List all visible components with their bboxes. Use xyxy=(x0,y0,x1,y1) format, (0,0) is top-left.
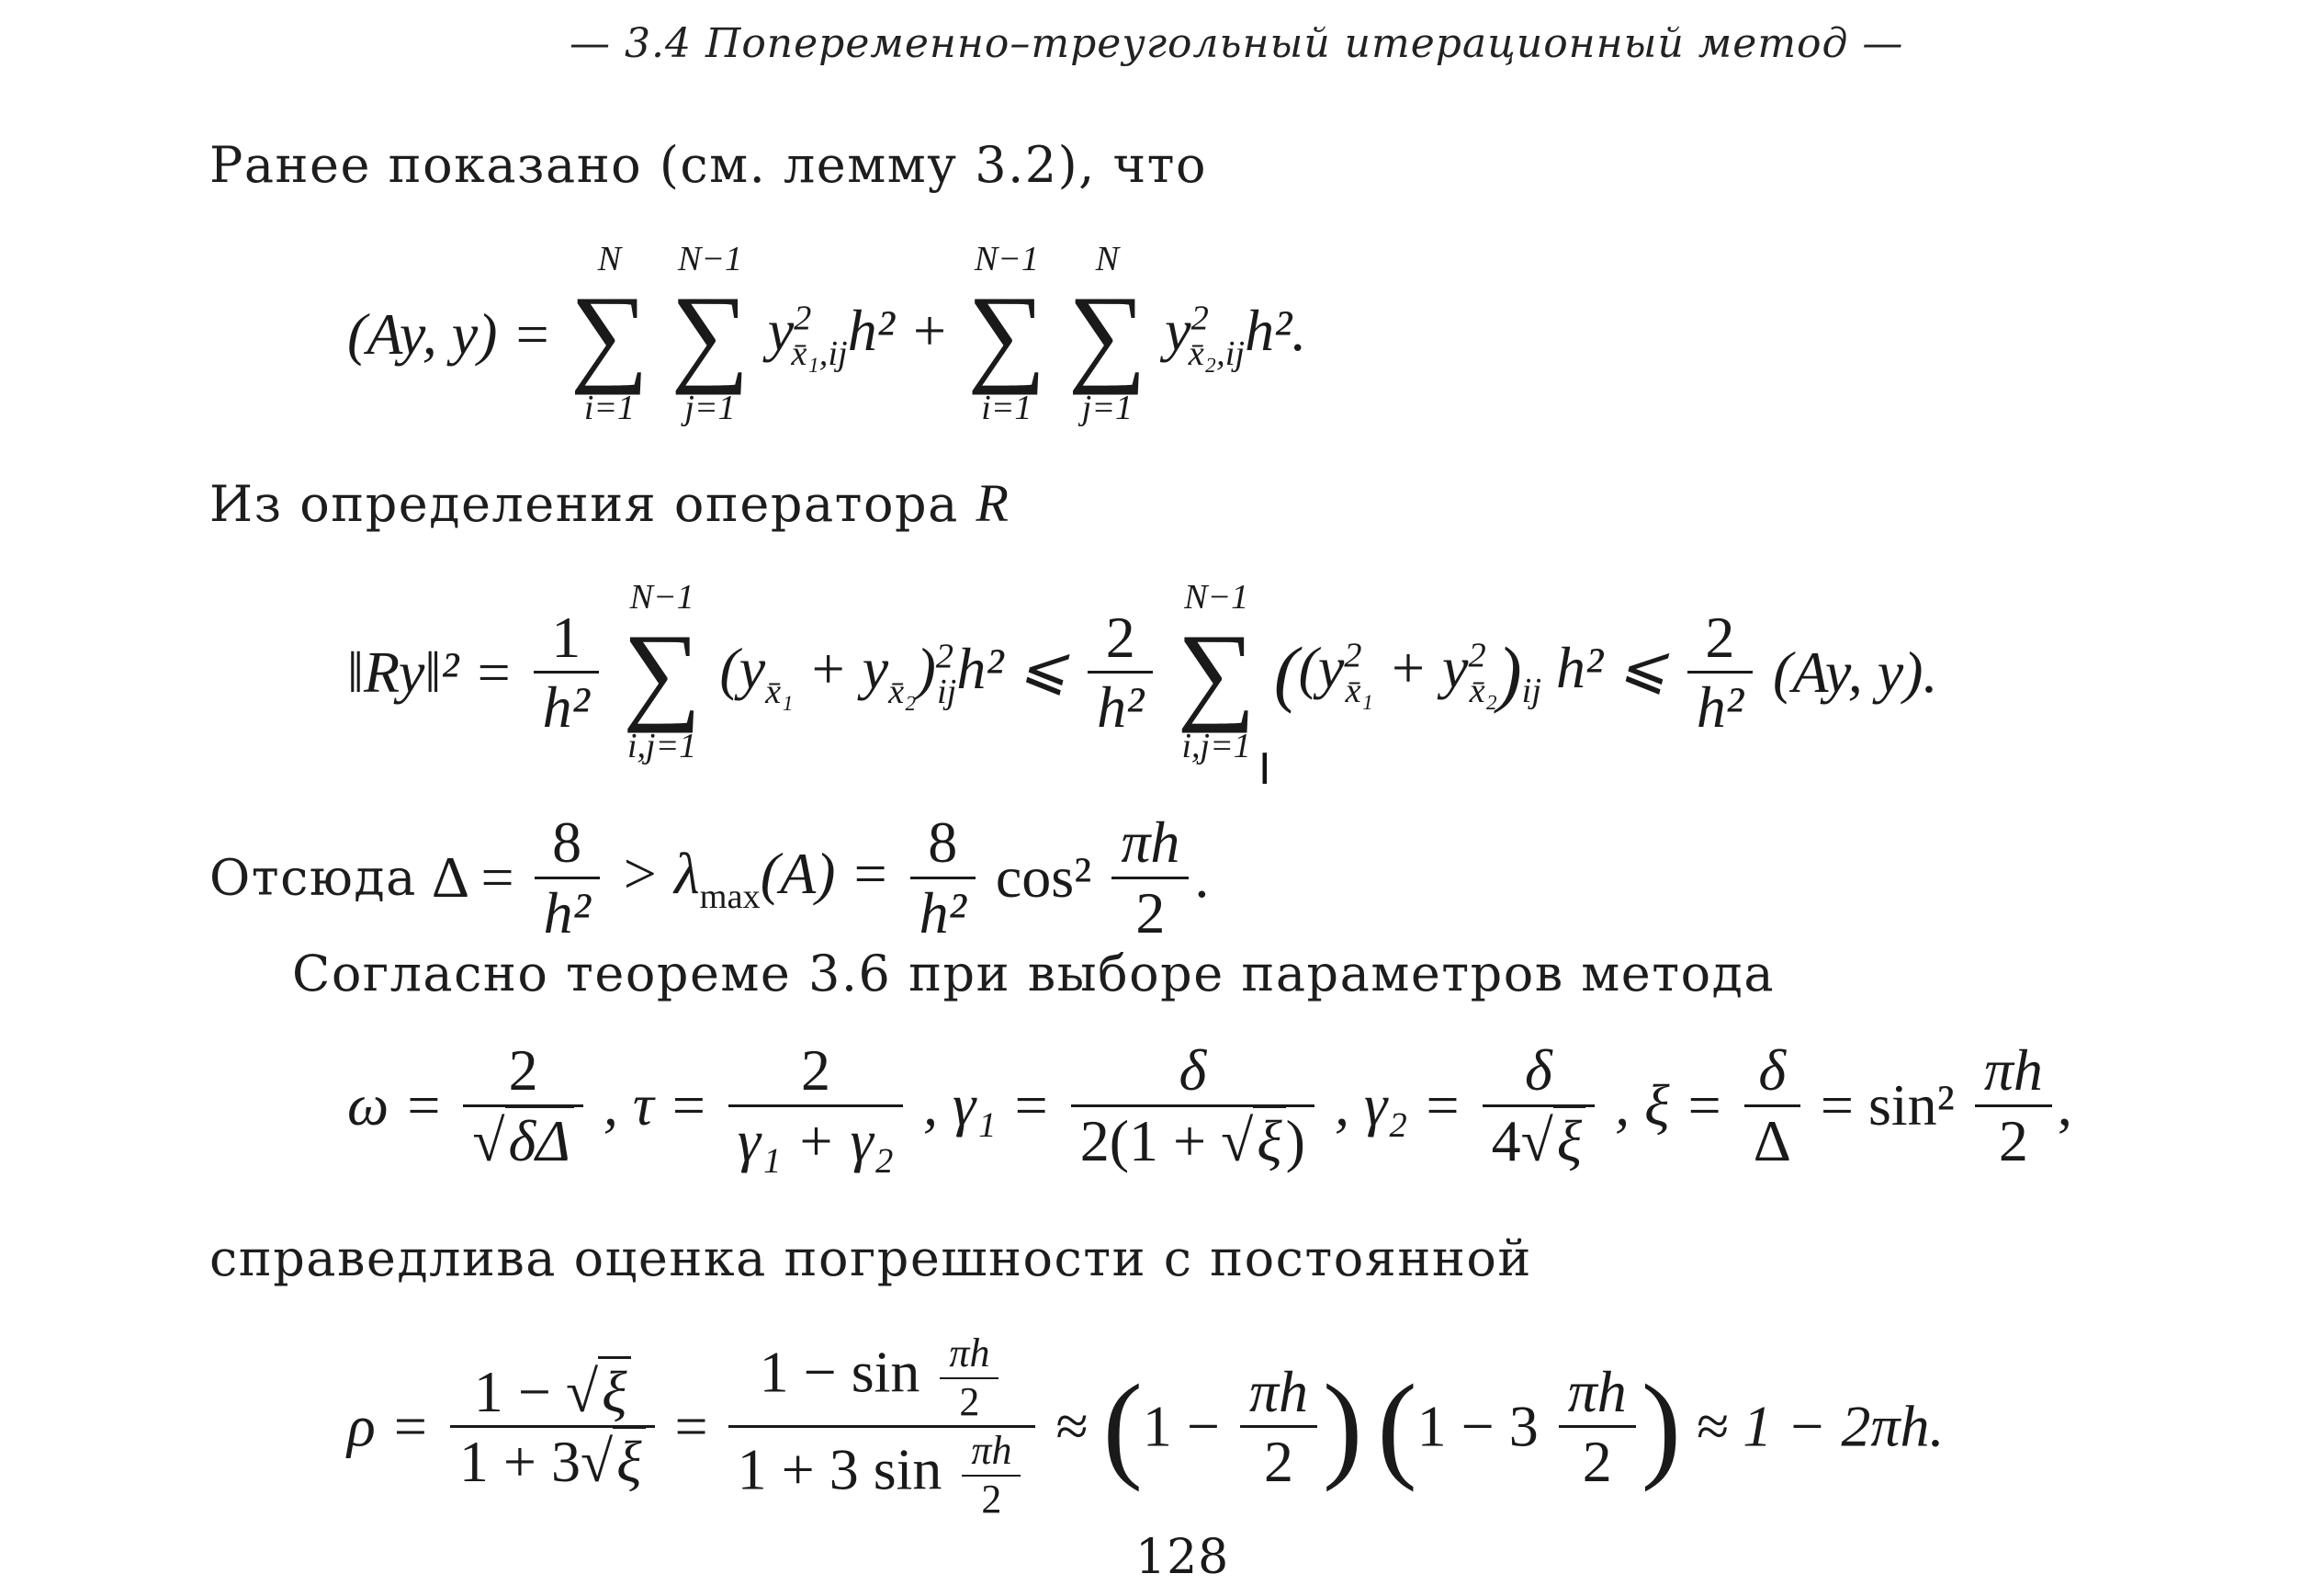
eq4-tau-num: 2 xyxy=(728,1036,903,1107)
eq5-f1-den-a: 1 + 3 xyxy=(458,1429,581,1495)
eq2-sum2-lower: i,j=1 xyxy=(1181,726,1251,765)
eq2-body1-sub1: x̄₁ xyxy=(765,672,794,711)
eq4-g1-den-b: ξ xyxy=(1253,1105,1285,1173)
eq3-end: . xyxy=(1194,844,1210,911)
equation-operator-norm: ‖Ry‖² = $\frac{1}{\text{h²}}$ N−1 ∑ i,j=1 $(y_{x̄_1} + y_{x̄_2})^2_{ij}h^2$ ⩽ $\frac{2}{\text{h²}}$ N−1 ∑ i,j=1 ($(y^2_{x̄_1} + y^2_{x̄_2})_{ij}$ h² ⩽ $\frac{2}{\text{h²}}$ (Ay, y). xyxy=(347,578,1938,765)
eq2-sum1 xyxy=(623,579,702,766)
eq2-body1-sup: 2 xyxy=(935,637,953,676)
eq1-term2-sup: 2 xyxy=(1190,299,1209,338)
eq3-mid2: (A) = xyxy=(760,841,890,907)
left-paren-icon: ( xyxy=(1102,1360,1143,1493)
eq4-sin: = sin² xyxy=(1820,1072,1955,1138)
eq1-sum-j-lower: j=1 xyxy=(684,388,736,427)
sigma-icon: ∑ xyxy=(671,272,750,395)
eq5-p2-den: 2 xyxy=(1582,1429,1612,1495)
eq3-frac1-num: 8 xyxy=(535,809,600,879)
eq2-sum1-lower: i,j=1 xyxy=(626,726,697,765)
eq5-f1-num-a: 1 − xyxy=(473,1358,551,1424)
left-paren-icon: ( xyxy=(1377,1360,1417,1493)
page-number: 128 xyxy=(1135,1530,1230,1585)
sqrt-icon: √ xyxy=(566,1358,599,1424)
eq5-p2-frac xyxy=(1559,1358,1636,1496)
eq3-frac3-num: πh xyxy=(1111,809,1189,879)
eq1-plus: + xyxy=(908,297,950,363)
equation-method-parameters xyxy=(347,1036,2072,1174)
eq2-frac2-den: h² xyxy=(1097,674,1145,741)
eq4-sin-den: 2 xyxy=(1998,1107,2028,1173)
eq5-frac1 xyxy=(450,1358,655,1496)
paragraph-operator-definition xyxy=(209,472,1010,534)
eq5-f1-num-b: ξ xyxy=(598,1356,630,1424)
eq1-term2-sub: x̄₂,ij xyxy=(1188,334,1246,373)
eq2-sum2 xyxy=(1177,579,1256,766)
eq4-tau-den: γ₁ + γ₂ xyxy=(737,1107,895,1173)
eq2-body1-sub2: x̄₂ xyxy=(888,672,917,711)
eq3-frac2-num: 8 xyxy=(910,809,976,879)
eq3-frac2-den: h² xyxy=(919,879,966,945)
text-cursor-icon: I xyxy=(1258,744,1271,794)
sigma-icon: ∑ xyxy=(1177,610,1256,733)
eq4-g2: , γ₂ = xyxy=(1334,1072,1462,1138)
paragraph-error-estimate: справедлива оценка погрешности с постоянной xyxy=(209,1229,1532,1287)
eq5-approx: ≈ xyxy=(1055,1393,1089,1459)
eq5-p1-frac xyxy=(1240,1358,1317,1496)
eq4-sin-num: πh xyxy=(1975,1036,2052,1107)
sqrt-icon: √ xyxy=(1221,1107,1254,1173)
eq5-small-num: πh xyxy=(940,1330,998,1379)
eq3-delta: Δ = xyxy=(431,844,514,911)
sqrt-icon: √ xyxy=(472,1107,505,1173)
eq1-sum-j2-upper: N xyxy=(1095,240,1120,278)
eq2-body2-sup2: 2 xyxy=(1468,636,1486,675)
sigma-icon: ∑ xyxy=(967,272,1046,395)
eq5-p1-a: 1 − xyxy=(1142,1393,1220,1459)
eq2-body2-h: h² ⩽ xyxy=(1556,635,1667,701)
sigma-icon: ∑ xyxy=(1067,272,1147,395)
paragraph-theorem-reference: Согласно теореме 3.6 при выборе параметров метода xyxy=(292,945,1776,1002)
eq2-body2-plus: + y xyxy=(1372,635,1469,701)
eq1-lhs: (Ay, y) = xyxy=(347,300,552,367)
eq4-g1-frac xyxy=(1071,1036,1314,1174)
eq4-omega: ω = xyxy=(347,1072,444,1138)
eq1-sum-i2-lower: i=1 xyxy=(981,388,1032,427)
eq5-f1-den-b: ξ xyxy=(613,1426,645,1494)
eq2-frac1 xyxy=(534,604,599,742)
eq2-body2: (y xyxy=(1298,635,1345,701)
eq2-body2-sub2: x̄₂ xyxy=(1469,671,1498,710)
sqrt-icon: √ xyxy=(581,1429,614,1495)
eq1-term2: y xyxy=(1165,297,1191,363)
eq4-xi: , ξ = xyxy=(1615,1072,1724,1138)
eq2-body1-ij: ij xyxy=(937,672,957,711)
eq3-cos: cos² xyxy=(995,844,1092,911)
eq1-sum-i2 xyxy=(967,241,1046,428)
eq4-g2-den-b: ξ xyxy=(1553,1105,1585,1173)
eq2-body2-sub1: x̄₁ xyxy=(1345,671,1373,710)
eq2-body1-plus: + y xyxy=(793,635,889,701)
eq4-tau: , τ = xyxy=(603,1072,708,1138)
eq3-frac1-den: h² xyxy=(543,879,591,945)
eq5-f2-den: 1 + 3 sin xyxy=(737,1436,942,1502)
p2-symbol: R xyxy=(976,473,1010,533)
eq5-f2-num-small xyxy=(940,1330,998,1425)
eq4-xi-frac xyxy=(1744,1036,1800,1174)
eq1-sum-i xyxy=(570,241,649,428)
eq3-frac1 xyxy=(535,809,600,946)
right-paren-icon: ) xyxy=(1323,1360,1363,1493)
eq2-frac2 xyxy=(1088,604,1153,742)
eq2-sum1-upper: N−1 xyxy=(629,578,694,617)
eq2-frac3-num: 2 xyxy=(1687,604,1753,674)
paragraph-lemma-reference: Ранее показано (см. лемму 3.2), что xyxy=(209,136,1208,194)
eq1-term1-sub: x̄₁,ij xyxy=(791,334,848,373)
eq5-p1-den: 2 xyxy=(1264,1429,1293,1495)
equation-delta-estimate xyxy=(209,809,1209,946)
eq5-eq: = xyxy=(674,1393,708,1459)
eq3-mid: > λ xyxy=(619,841,700,907)
eq1-end: h². xyxy=(1245,297,1307,363)
eq3-frac3-den: 2 xyxy=(1135,879,1166,945)
eq5-p2-a: 1 − 3 xyxy=(1416,1393,1539,1459)
eq1-term1: y xyxy=(767,297,795,363)
eq2-frac1-num: 1 xyxy=(534,604,599,674)
eq1-sum-i-upper: N xyxy=(597,240,622,278)
equation-convergence-rate xyxy=(347,1330,1944,1523)
eq2-body1-h: h² ⩽ xyxy=(956,635,1068,701)
eq1-sum-j-upper: N−1 xyxy=(677,240,742,278)
eq5-frac2 xyxy=(728,1330,1036,1523)
eq4-g2-den-a: 4 xyxy=(1491,1107,1521,1173)
eq5-rho: ρ = xyxy=(347,1393,430,1459)
eq4-g1-den-c: ) xyxy=(1285,1107,1305,1173)
eq1-sum-j2-lower: j=1 xyxy=(1081,388,1133,427)
eq5-p2-num: πh xyxy=(1559,1358,1636,1429)
eq2-body1: (y xyxy=(719,635,766,701)
eq4-g2-frac xyxy=(1483,1036,1596,1174)
eq3-frac2 xyxy=(910,809,976,946)
eq2-frac3-den: h² xyxy=(1696,674,1744,741)
eq4-g2-num: δ xyxy=(1483,1036,1596,1107)
sigma-icon: ∑ xyxy=(570,272,649,395)
eq1-sum-j2 xyxy=(1068,241,1147,428)
eq4-g1: , γ₁ = xyxy=(923,1072,1051,1138)
eq2-frac2-num: 2 xyxy=(1088,604,1153,674)
eq1-sum-i2-upper: N−1 xyxy=(974,240,1039,278)
eq1-term1-sup: 2 xyxy=(794,299,812,338)
eq5-f2-den-small xyxy=(962,1428,1021,1523)
eq2-lhs: ‖Ry‖² = xyxy=(347,639,513,705)
eq4-end: , xyxy=(2057,1072,2072,1138)
eq4-tau-frac xyxy=(728,1036,903,1174)
eq2-body2-sup: 2 xyxy=(1344,636,1362,675)
eq3-frac3 xyxy=(1111,809,1189,946)
eq4-omega-num: 2 xyxy=(463,1036,582,1107)
sqrt-icon: √ xyxy=(1520,1107,1553,1173)
sigma-icon: ∑ xyxy=(622,610,702,733)
eq2-body2-ij: ij xyxy=(1521,671,1542,710)
eq5-f2-num: 1 − sin xyxy=(759,1339,920,1405)
eq4-g1-num: δ xyxy=(1071,1036,1314,1107)
eq4-xi-den: Δ xyxy=(1753,1107,1791,1173)
eq5-small-den: 2 xyxy=(959,1378,980,1424)
eq3-mid-sub: max xyxy=(699,877,761,916)
eq5-small-den-2: 2 xyxy=(981,1476,1002,1522)
running-header: — 3.4 Попеременно–треугольный итерационный метод — xyxy=(570,20,1904,67)
eq2-body1-close: ) xyxy=(916,635,936,701)
eq4-sin-frac xyxy=(1975,1036,2052,1174)
eq1-h2: h² xyxy=(847,297,895,363)
equation-energy-norm xyxy=(347,241,1306,428)
eq4-omega-frac xyxy=(463,1036,582,1174)
eq2-sum2-upper: N−1 xyxy=(1184,578,1249,617)
eq5-result: ≈ 1 − 2πh. xyxy=(1696,1393,1945,1459)
eq4-xi-num: δ xyxy=(1744,1036,1800,1107)
eq2-rhs: (Ay, y). xyxy=(1773,639,1938,705)
eq5-p1-num: πh xyxy=(1240,1358,1317,1429)
eq4-omega-den: δΔ xyxy=(505,1105,574,1173)
eq2-frac3 xyxy=(1687,604,1753,742)
eq1-sum-i-lower: i=1 xyxy=(583,388,636,427)
right-paren-icon: ) xyxy=(1641,1360,1682,1493)
p3-lead: Отсюда xyxy=(209,848,417,907)
eq4-g1-den-a: 2(1 + xyxy=(1079,1107,1207,1173)
eq5-small-num-2: πh xyxy=(962,1428,1021,1477)
eq2-frac1-den: h² xyxy=(542,674,590,741)
p2-text: Из определения оператора xyxy=(209,475,959,533)
eq1-sum-j xyxy=(671,241,750,428)
